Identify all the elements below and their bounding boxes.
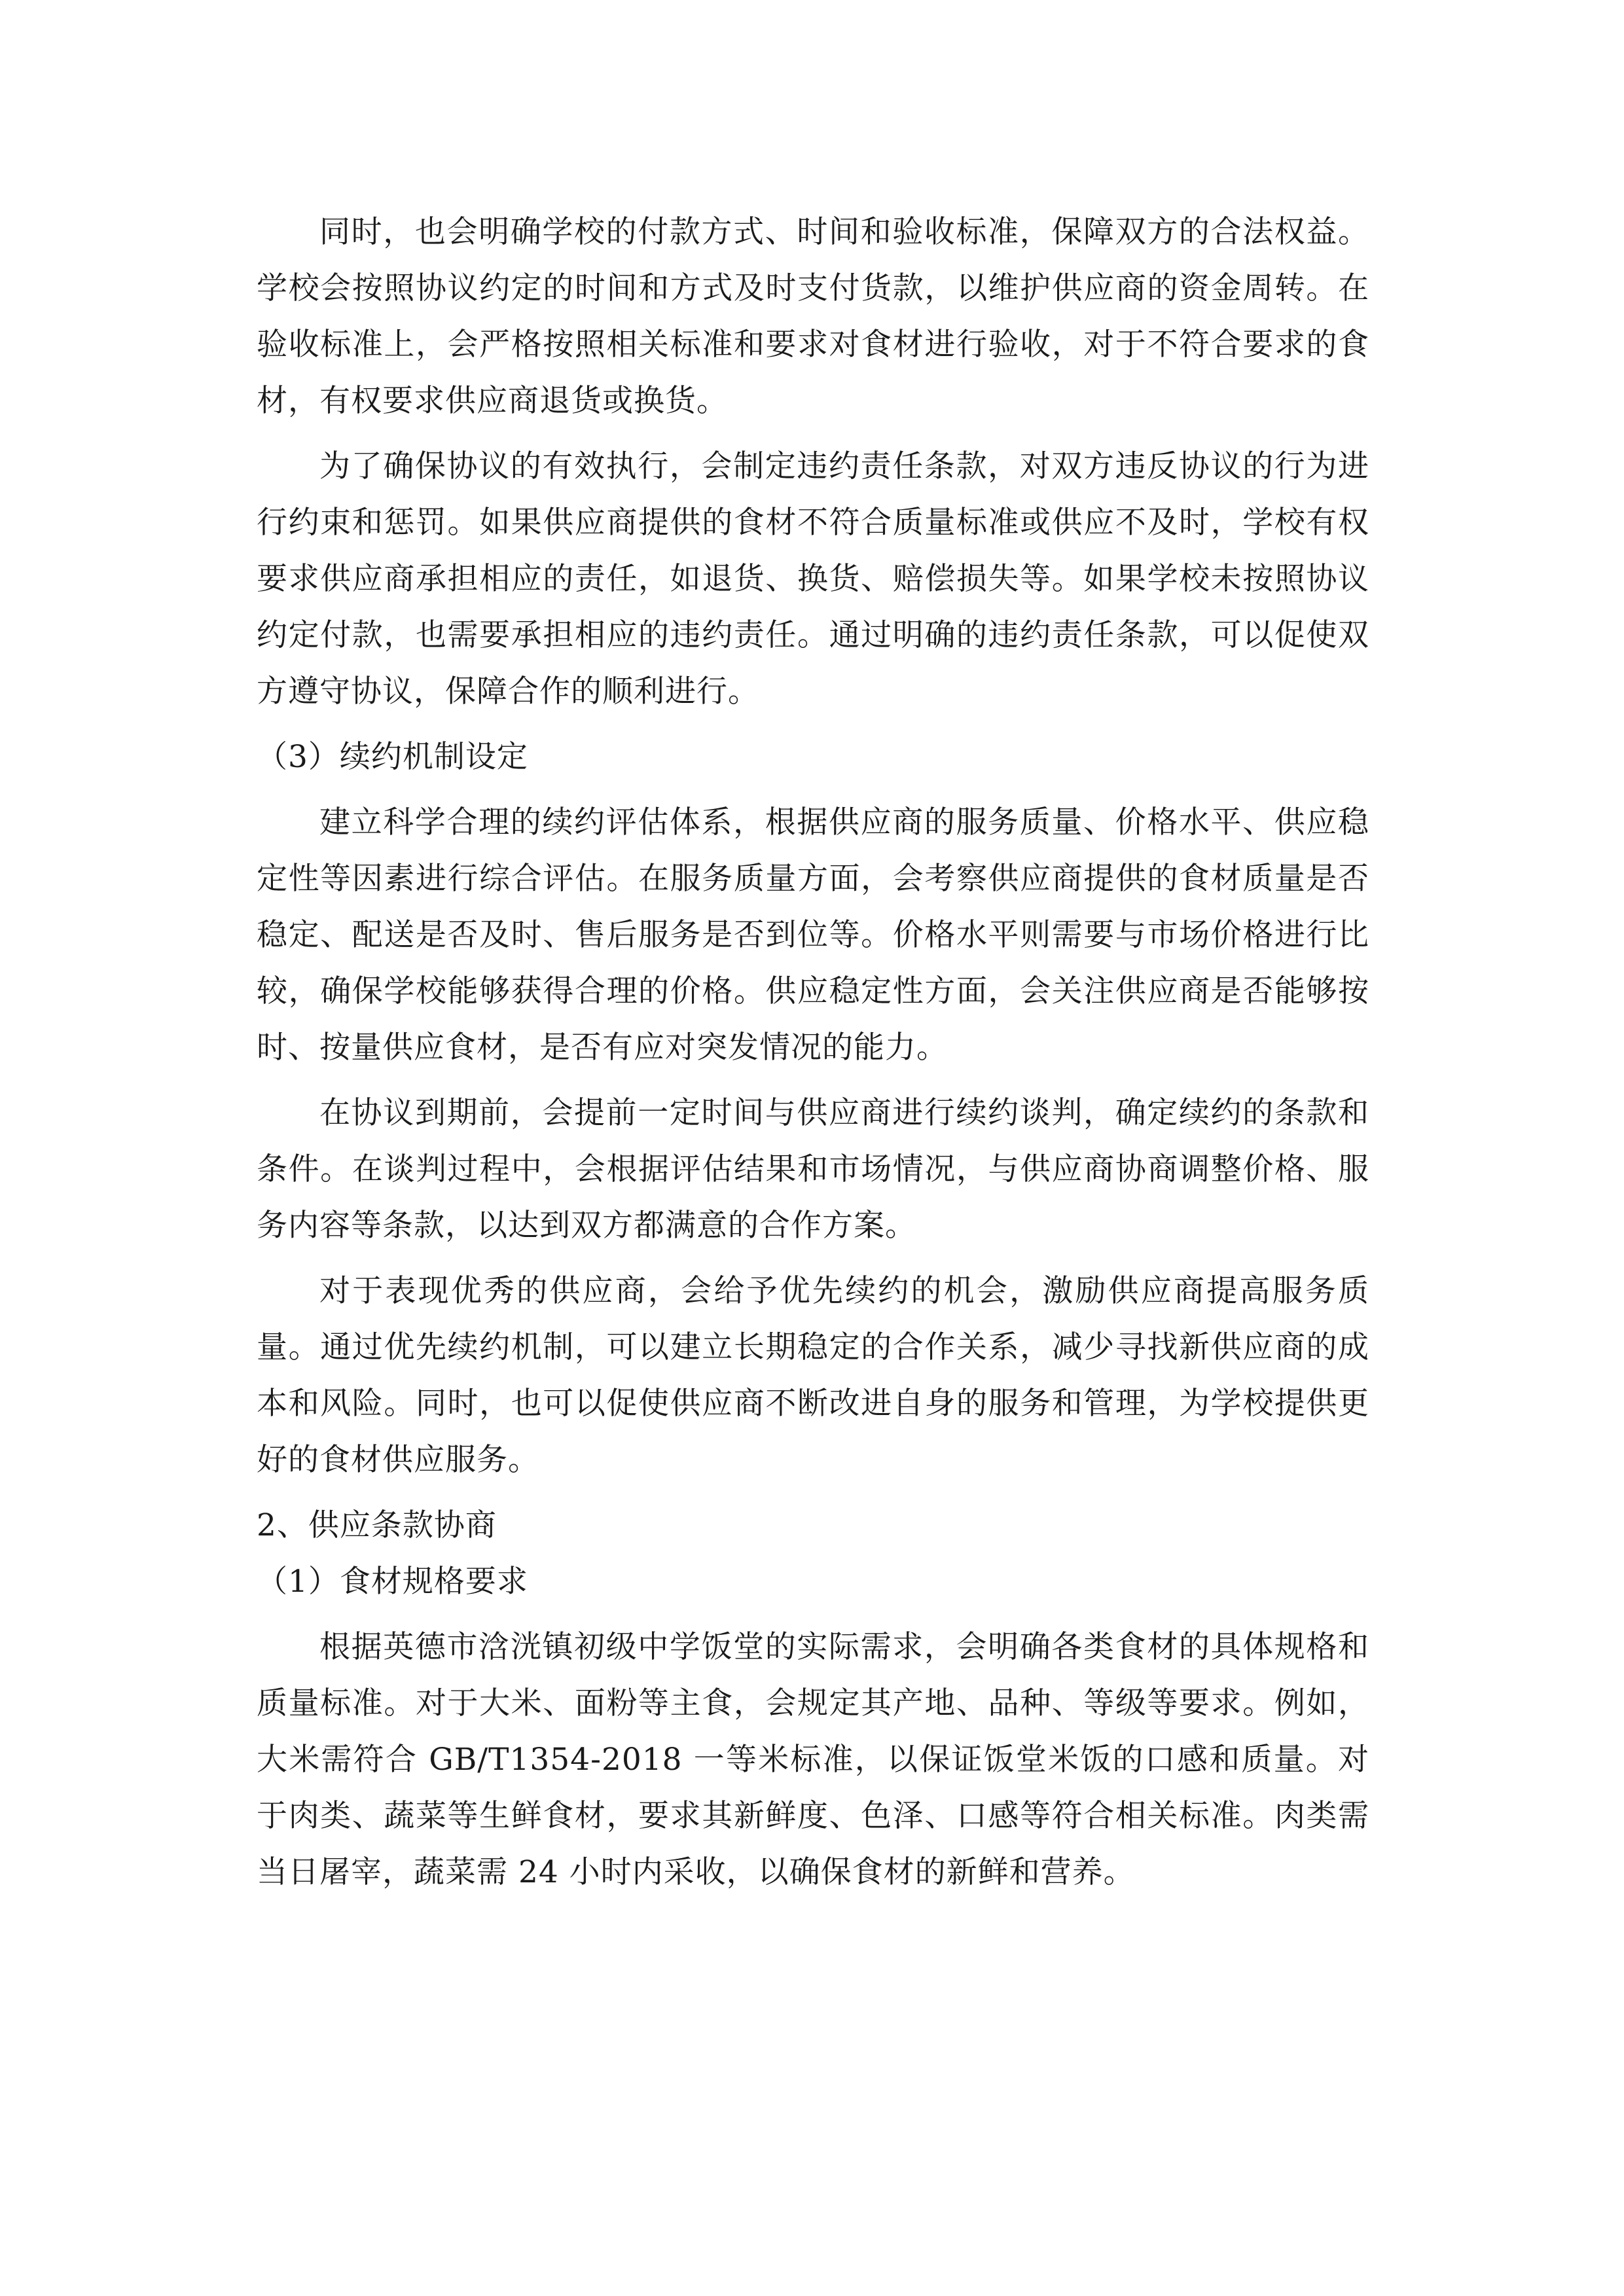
paragraph-renewal-evaluation: 建立科学合理的续约评估体系，根据供应商的服务质量、价格水平、供应稳定性等因素进行综合评估。在服务质量方面，会考察供应商提供的食材质量是否稳定、配送是否及时、售后服务是否到位等。价格水平则需要与市场价格进行比较，确保学校能够获得合理的价格。供应稳定性方面，会关注供应商是否能够按时、按量供应食材，是否有应对突发情况的能力。 bbox=[257, 804, 1369, 1066]
paragraph-renewal-negotiation: 在协议到期前，会提前一定时间与供应商进行续约谈判，确定续约的条款和条件。在谈判过程中，会根据评估结果和市场情况，与供应商协商调整价格、服务内容等条款，以达到双方都满意的合作方案。 bbox=[257, 1095, 1369, 1244]
paragraph-food-specifications: 根据英德市浛洸镇初级中学饭堂的实际需求，会明确各类食材的具体规格和质量标准。对于大米、面粉等主食，会规定其产地、品种、等级等要求。例如，大米需符合 GB/T1354-2018 一等米标准，以保证饭堂米饭的口感和质量。对于肉类、蔬菜等生鲜食材，要求其新鲜度、色泽、口感等符合相关标准。肉类需当日屠宰，蔬菜需 24 小时内采收，以确保食材的新鲜和营养。 bbox=[257, 1629, 1369, 1890]
paragraph-priority-renewal: 对于表现优秀的供应商，会给予优先续约的机会，激励供应商提高服务质量。通过优先续约机制，可以建立长期稳定的合作关系，减少寻找新供应商的成本和风险。同时，也可以促使供应商不断改进自身的服务和管理，为学校提供更好的食材供应服务。 bbox=[257, 1273, 1369, 1478]
heading-renewal-mechanism: （3）续约机制设定 bbox=[257, 739, 528, 775]
paragraph-breach-liability: 为了确保协议的有效执行，会制定违约责任条款，对双方违反协议的行为进行约束和惩罚。如果供应商提供的食材不符合质量标准或供应不及时，学校有权要求供应商承担相应的责任，如退货、换货、赔偿损失等。如果学校未按照协议约定付款，也需要承担相应的违约责任。通过明确的违约责任条款，可以促使双方遵守协议，保障合作的顺利进行。 bbox=[257, 448, 1369, 709]
paragraph-payment-terms: 同时，也会明确学校的付款方式、时间和验收标准，保障双方的合法权益。学校会按照协议约定的时间和方式及时支付货款，以维护供应商的资金周转。在验收标准上，会严格按照相关标准和要求对食材进行验收，对于不符合要求的食材，有权要求供应商退货或换货。 bbox=[257, 214, 1369, 419]
heading-supply-terms: 2、供应条款协商 bbox=[257, 1507, 497, 1543]
heading-food-specifications: （1）食材规格要求 bbox=[257, 1564, 528, 1600]
document-body bbox=[257, 204, 1369, 1910]
